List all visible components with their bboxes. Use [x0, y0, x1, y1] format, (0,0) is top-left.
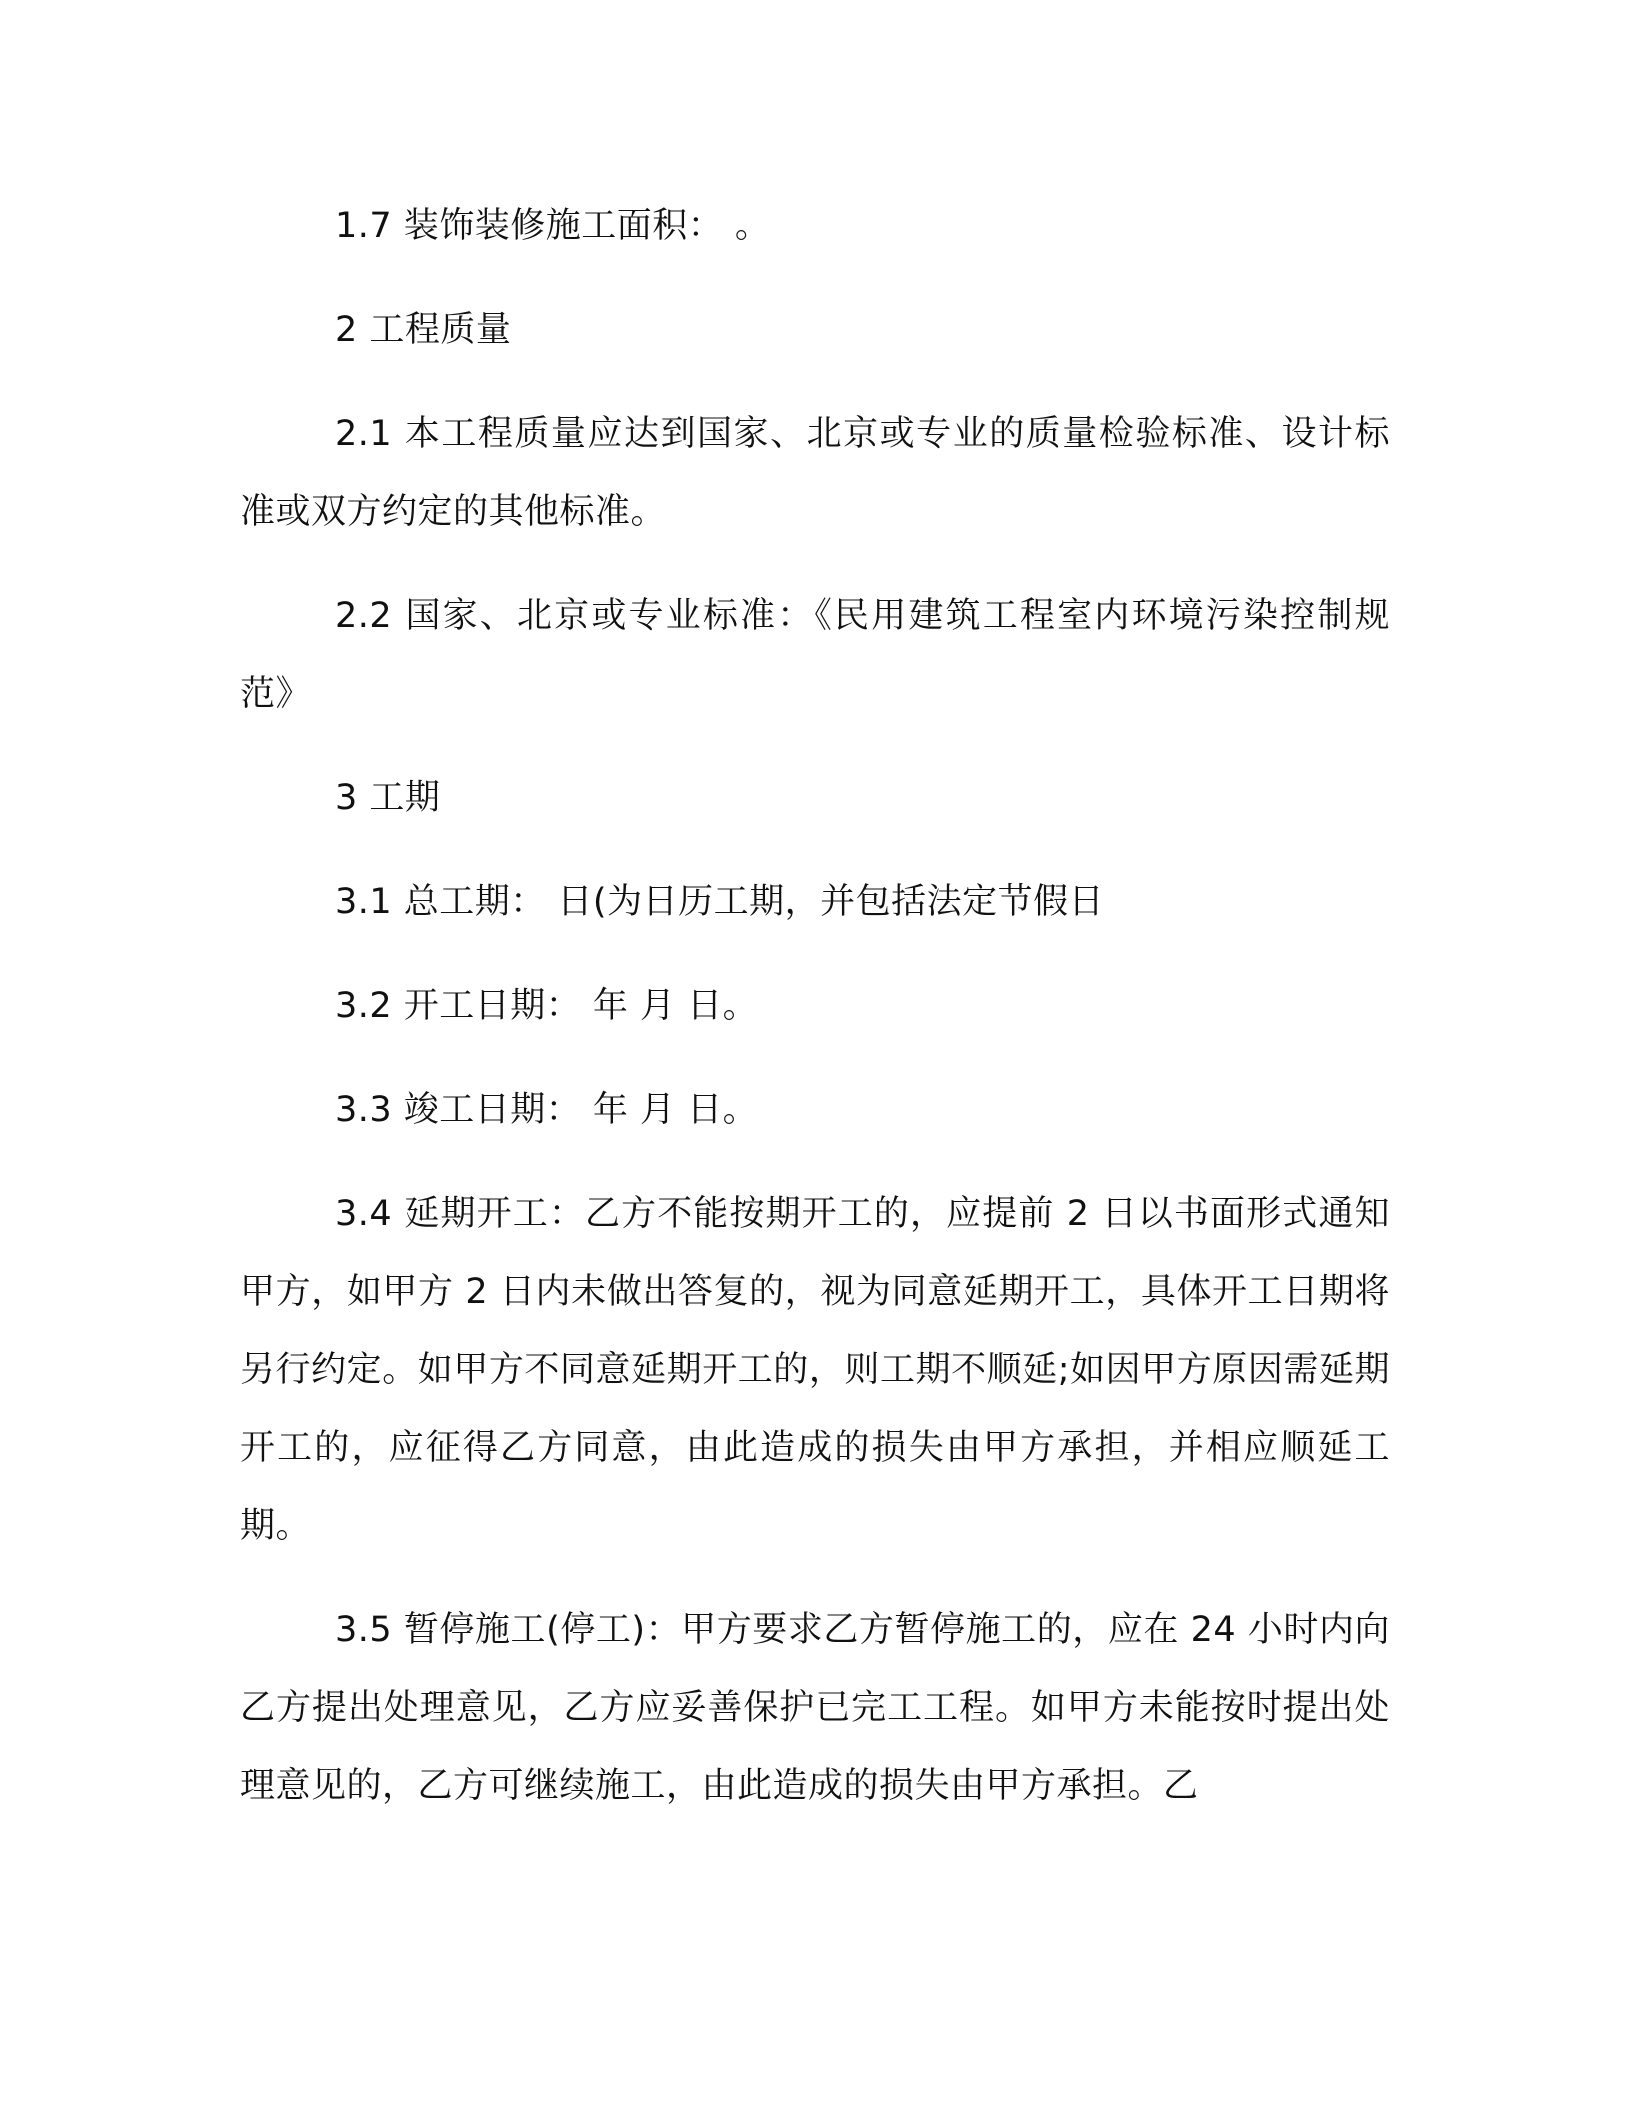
paragraph-3-2-start-date: 3.2 开工日期： 年 月 日。 — [335, 986, 759, 1026]
paragraph-3-5-suspension: 3.5 暂停施工(停工)：甲方要求乙方暂停施工的，应在 24 小时内向乙方提出处理意见，乙方应妥善保护已完工工程。如甲方未能按时提出处理意见的，乙方可继续施工，由此造成的损失由甲方承担。乙 — [240, 1610, 1390, 1806]
paragraph-3-1-total-duration: 3.1 总工期： 日(为日历工期，并包括法定节假日 — [335, 882, 1105, 922]
heading-3-schedule: 3 工期 — [335, 778, 441, 818]
paragraph-3-3-completion-date: 3.3 竣工日期： 年 月 日。 — [335, 1090, 759, 1130]
paragraph-3-4-delayed-start: 3.4 延期开工：乙方不能按期开工的，应提前 2 日以书面形式通知甲方，如甲方 2 日内未做出答复的，视为同意延期开工，具体开工日期将另行约定。如甲方不同意延期开工的，则工期不顺延;如因甲方原因需延期开工的，应征得乙方同意，由此造成的损失由甲方承担，并相应顺延工期。 — [240, 1194, 1390, 1546]
heading-2-project-quality: 2 工程质量 — [335, 310, 512, 350]
paragraph-2-2-national-standard: 2.2 国家、北京或专业标准：《民用建筑工程室内环境污染控制规范》 — [240, 596, 1390, 714]
paragraph-2-1-quality-standard: 2.1 本工程质量应达到国家、北京或专业的质量检验标准、设计标准或双方约定的其他标准。 — [240, 414, 1390, 532]
document-page — [240, 187, 1390, 1851]
paragraph-1-7-decoration-area: 1.7 装饰装修施工面积： 。 — [335, 206, 771, 246]
